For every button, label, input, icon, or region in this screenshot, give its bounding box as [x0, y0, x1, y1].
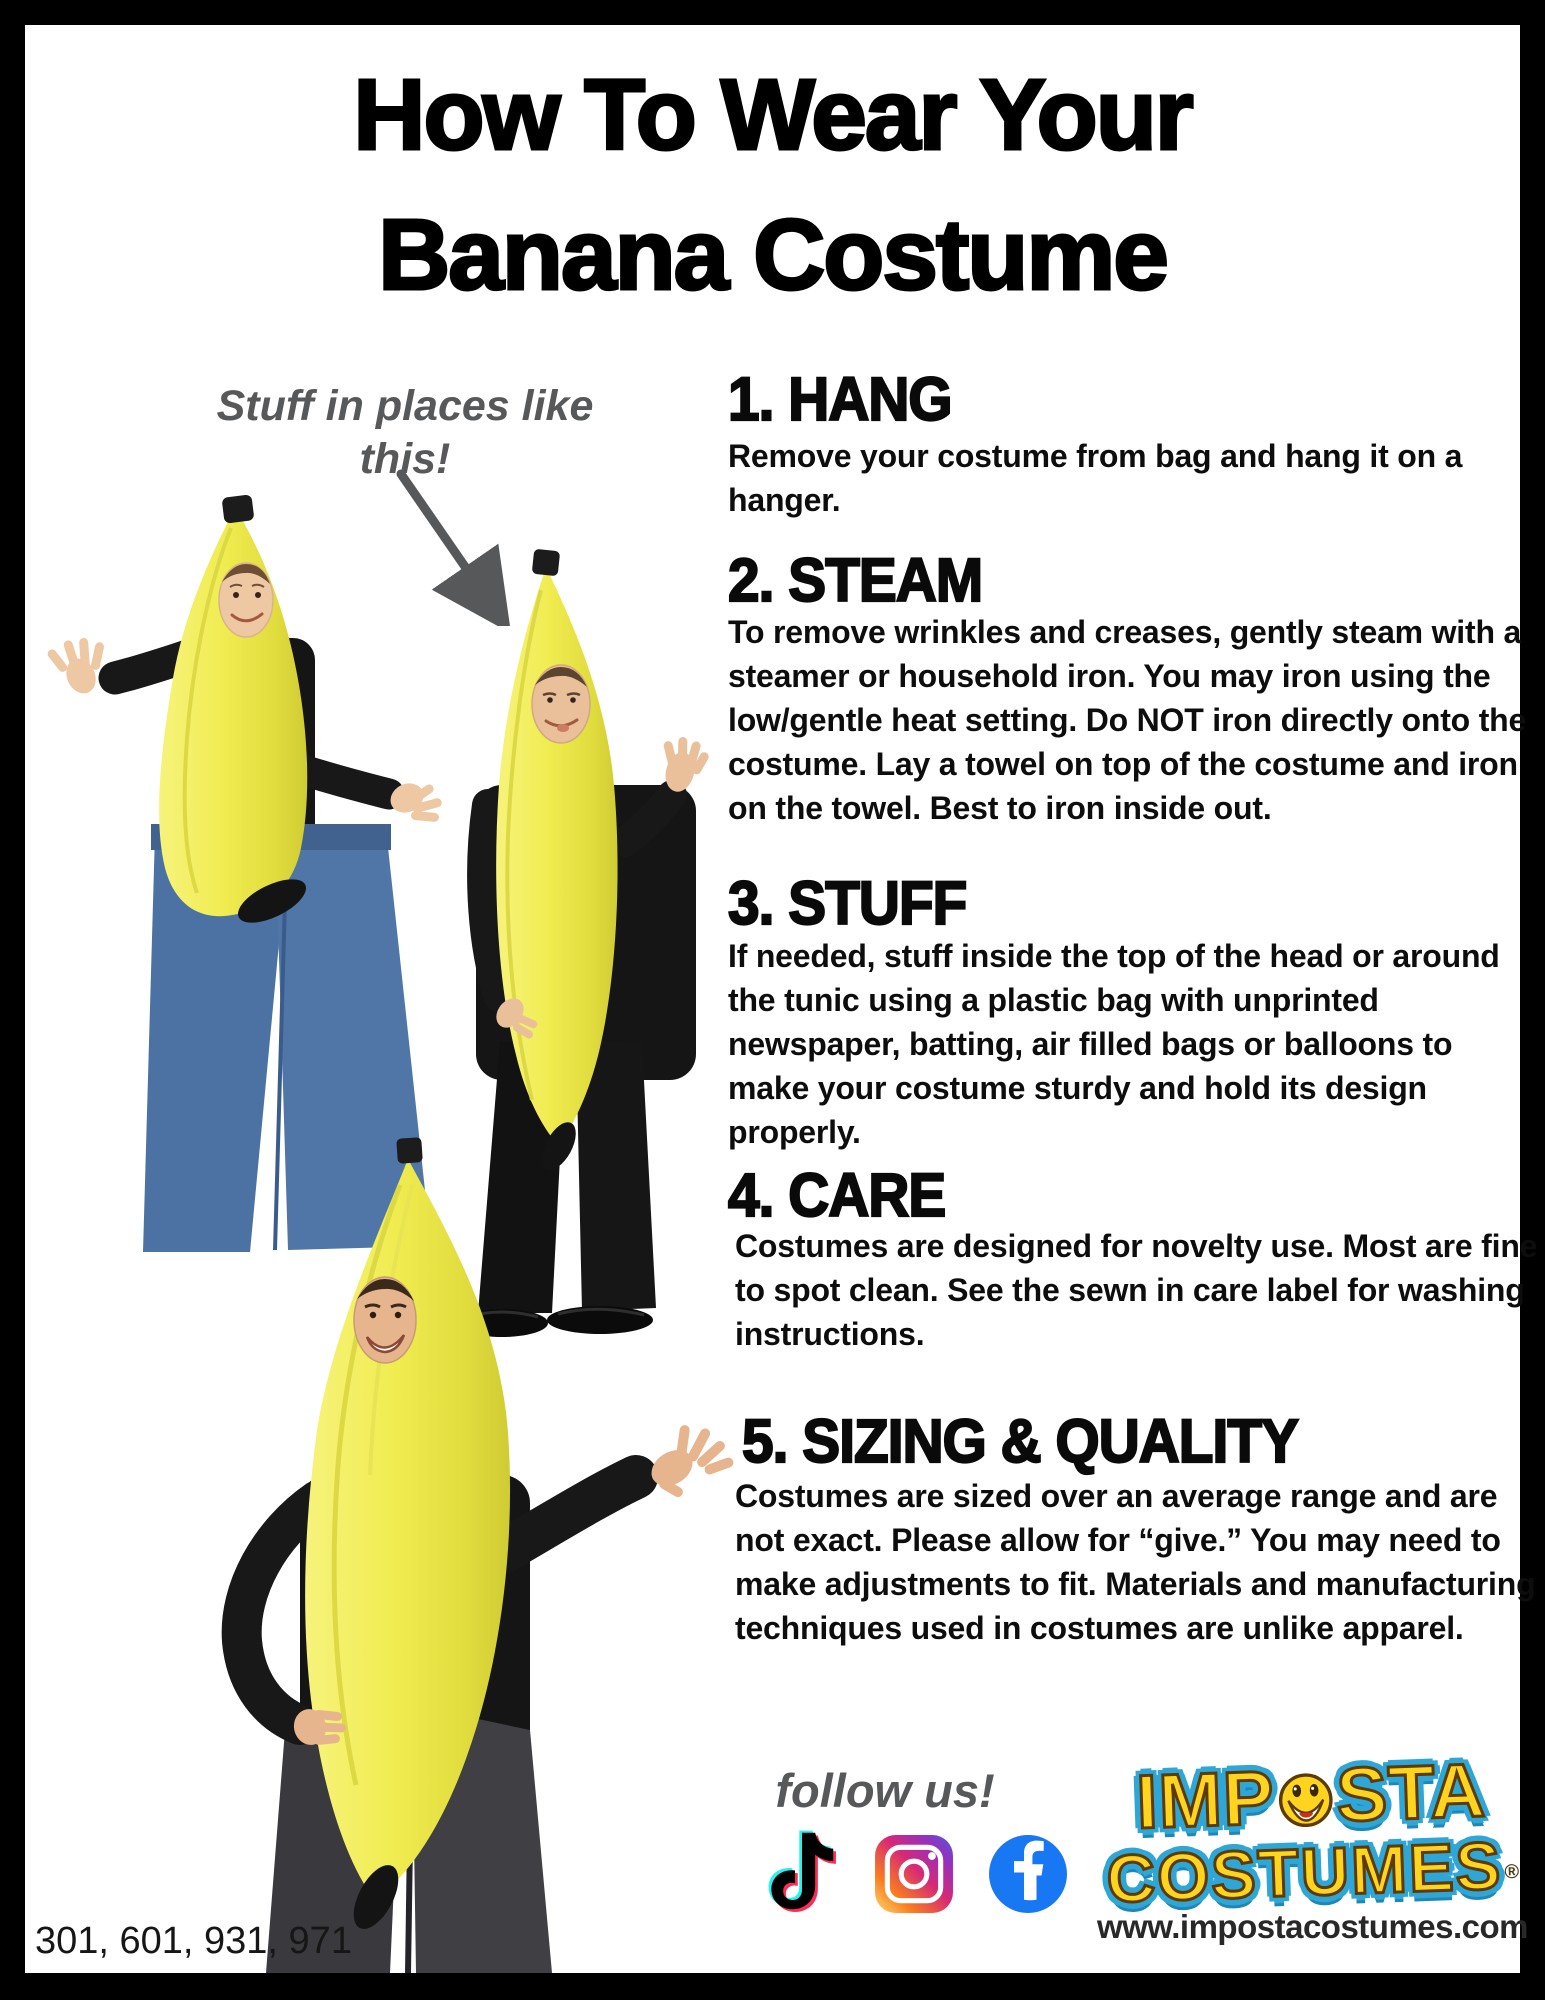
- registered-mark: ®: [1504, 1860, 1522, 1884]
- instagram-icon: [874, 1834, 954, 1914]
- costume-photo-man: [150, 1085, 780, 1973]
- page-title-line-1: How To Wear Your: [353, 59, 1192, 171]
- brand-logo: [1082, 1748, 1542, 1922]
- kid-1-face: [219, 563, 273, 637]
- step-4-body: Costumes are designed for novelty use. Most are fine to spot clean. See the sewn in care label for washing instructions.: [735, 1228, 1538, 1352]
- man-face: [354, 1277, 416, 1363]
- step-2-body: To remove wrinkles and creases, gently steam with a steamer or household iron. You may iron using the low/gentle heat setting. Do NOT iron directly onto the costume. Lay a towel on top of the costume and iron on the towel. Best to iron inside out.: [728, 614, 1527, 826]
- step-4-heading: 4. CARE: [728, 1161, 946, 1229]
- annotation-line-2: this!: [359, 435, 451, 483]
- tiktok-icon: [762, 1824, 842, 1916]
- kid-2-face: [532, 665, 590, 743]
- product-codes: 301, 601, 931, 971: [35, 1920, 352, 1962]
- step-3-heading: 3. STUFF: [728, 869, 967, 937]
- smiley-face-icon: [1276, 1770, 1336, 1830]
- step-1-heading: 1. HANG: [728, 365, 952, 433]
- step-3-body: If needed, stuff inside the top of the head or around the tunic using a plastic bag with unprinted newspaper, batting, air filled bags or balloons to make your costume sturdy and hold its design properly.: [728, 938, 1500, 1150]
- pointer-arrow-icon: [385, 466, 525, 626]
- brand-url: www.impostacostumes.com: [1096, 1908, 1529, 1945]
- follow-us-label: follow us!: [775, 1764, 995, 1817]
- annotation-line-1: Stuff in places like: [216, 382, 594, 430]
- step-1-body: Remove your costume from bag and hang it on a hanger.: [728, 438, 1463, 518]
- step-5-body: Costumes are sized over an average range and are not exact. Please allow for “give.” You may need to make adjustments to fit. Materials and manufacturing techniques used in costumes are unlike apparel.: [735, 1478, 1536, 1646]
- brand-logo-line-2: COSTUMES®: [1105, 1828, 1522, 1918]
- step-5-heading: 5. SIZING & QUALITY: [742, 1407, 1298, 1475]
- page-title-line-2: Banana Costume: [378, 199, 1167, 311]
- facebook-icon: [988, 1834, 1068, 1914]
- brand-logo-line-1: IMP STA: [1135, 1747, 1488, 1846]
- step-2-heading: 2. STEAM: [728, 546, 983, 614]
